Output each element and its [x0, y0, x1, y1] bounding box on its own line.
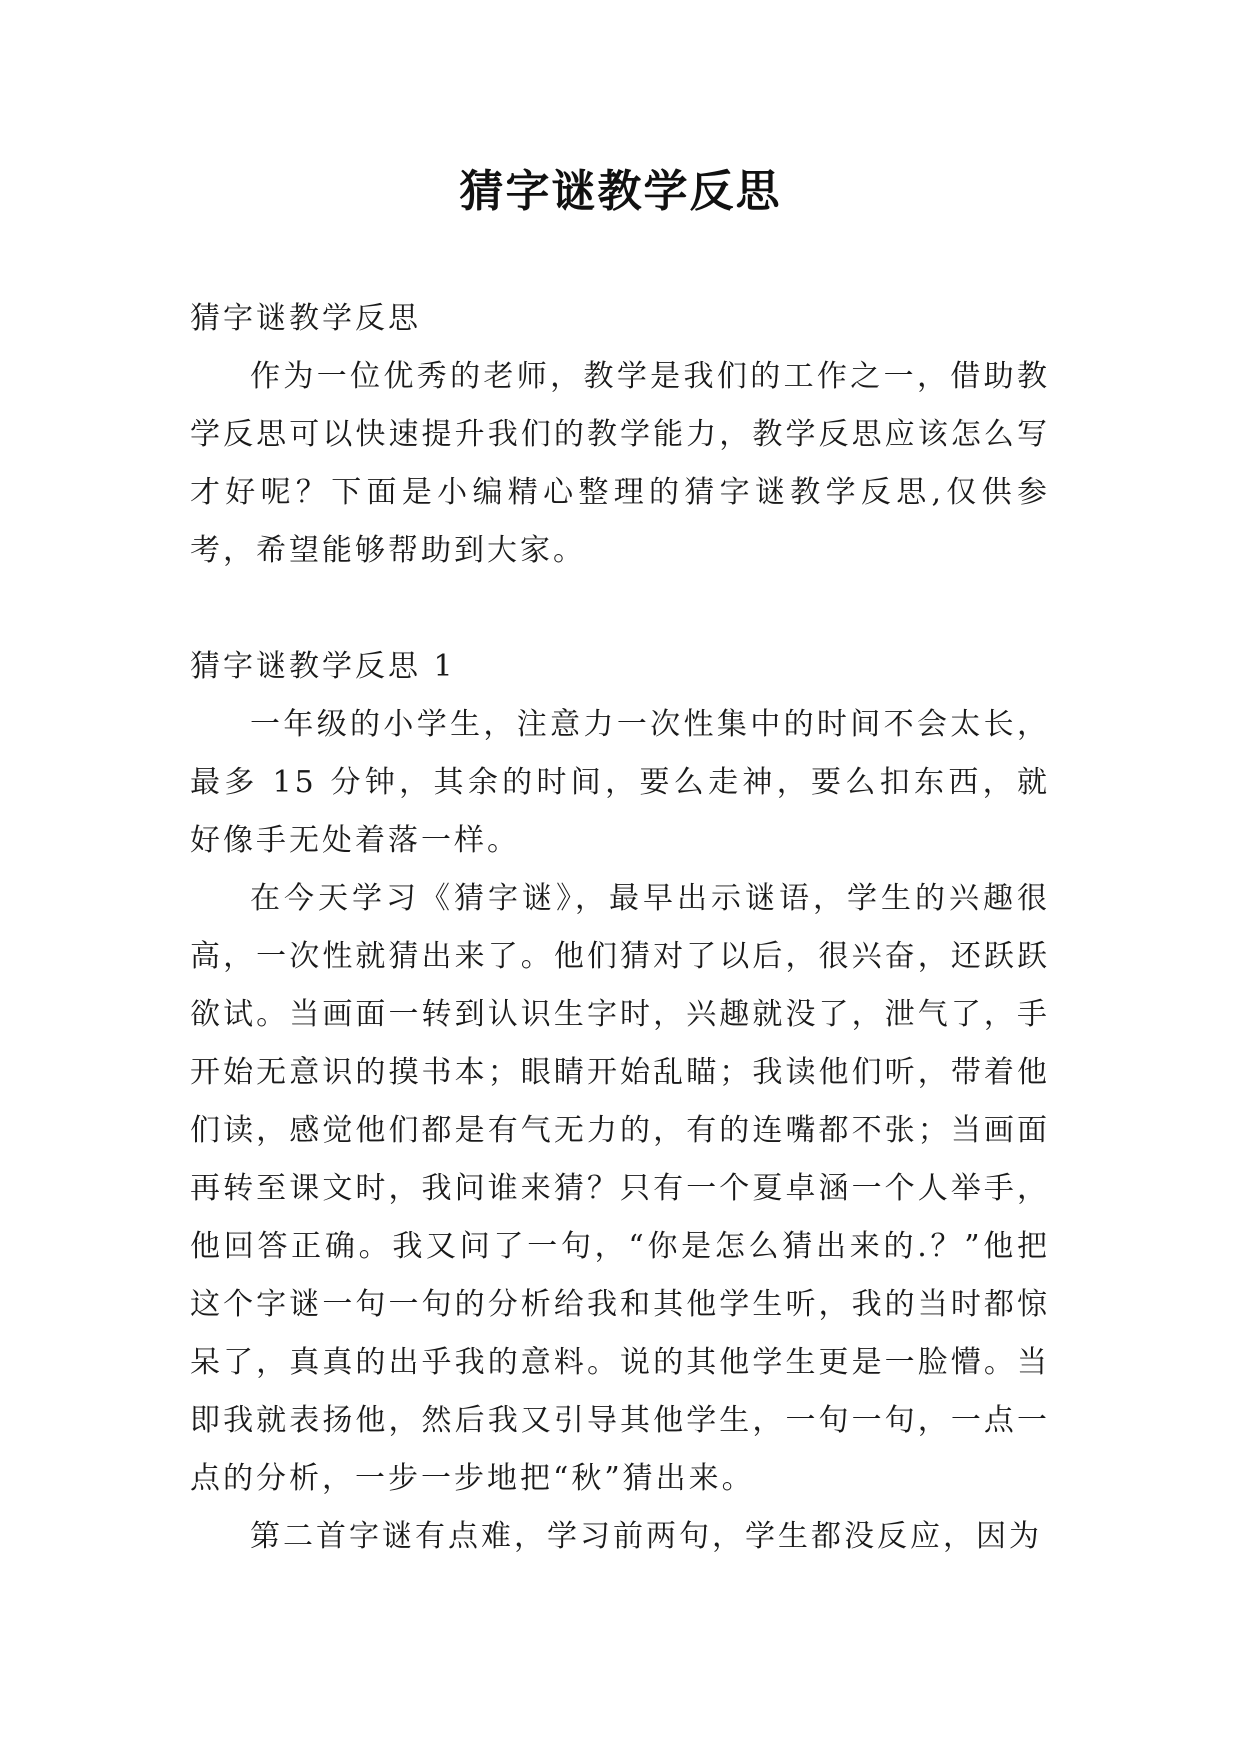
section1-heading: 猜字谜教学反思 1: [190, 649, 456, 684]
document-body: [190, 290, 1050, 1566]
section1-paragraph-1: 一年级的小学生，注意力一次性集中的时间不会太长，最多 15 分钟，其余的时间，要么走神，要么扣东西，就好像手无处着落一样。: [190, 707, 1050, 858]
section1-paragraph-3: 第二首字谜有点难，学习前两句，学生都没反应，因为: [250, 1519, 1042, 1554]
intro-paragraph: 作为一位优秀的老师，教学是我们的工作之一，借助教学反思可以快速提升我们的教学能力，教学反思应该怎么写才好呢？下面是小编精心整理的猜字谜教学反思,仅供参考，希望能够帮助到大家。: [190, 359, 1050, 568]
section-spacer: [190, 580, 1050, 638]
intro-heading: 猜字谜教学反思: [190, 301, 421, 336]
section1-paragraph-2: 在今天学习《猜字谜》，最早出示谜语，学生的兴趣很高，一次性就猜出来了。他们猜对了以后，很兴奋，还跃跃欲试。当画面一转到认识生字时，兴趣就没了，泄气了，手开始无意识的摸书本；眼睛开始乱瞄；我读他们听，带着他们读，感觉他们都是有气无力的，有的连嘴都不张；当画面再转至课文时，我问谁来猜？只有一个夏卓涵一个人举手，他回答正确。我又问了一句，“你是怎么猜出来的.？”他把这个字谜一句一句的分析给我和其他学生听，我的当时都惊呆了，真真的出乎我的意料。说的其他学生更是一脸懵。当即我就表扬他，然后我又引导其他学生，一句一句，一点一点的分析，一步一步地把“秋”猜出来。: [190, 881, 1050, 1496]
document-title: 猜字谜教学反思: [459, 166, 782, 217]
